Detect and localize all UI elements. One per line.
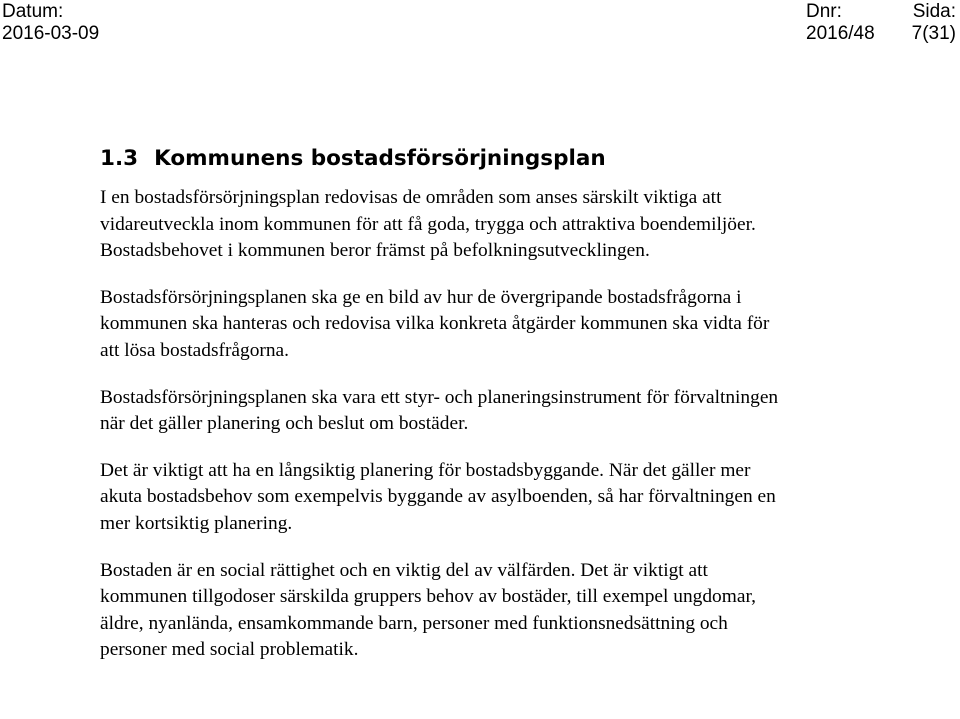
paragraph-line: Bostaden är en social rättighet och en viktig del av välfärden. Det är viktigt att [100, 559, 708, 581]
paragraph [100, 385, 955, 438]
section-title: Kommunens bostadsförsörjningsplan [154, 146, 606, 171]
paragraph-line: äldre, nyanlända, ensamkommande barn, personer med funktionsnedsättning och [100, 612, 728, 634]
paragraph-line: Bostadsbehovet i kommunen beror främst på befolkningsutvecklingen. [100, 240, 650, 262]
page-value: 7(31) [911, 23, 956, 44]
paragraph-line: personer med social problematik. [100, 639, 359, 661]
paragraph-line: akuta bostadsbehov som exempelvis byggande av asylboenden, så har förvaltningen en [100, 486, 776, 508]
header-dnr [806, 1, 875, 45]
paragraph-line: Bostadsförsörjningsplanen ska ge en bild av hur de övergripande bostadsfrågorna i [100, 286, 742, 308]
paragraph-line: vidareutveckla inom kommunen för att få goda, trygga och attraktiva boendemiljöer. [100, 213, 756, 235]
date-label: Datum: [2, 1, 64, 22]
paragraph-line: mer kortsiktig planering. [100, 512, 293, 534]
paragraph [100, 285, 955, 365]
paragraph-line: att lösa bostadsfrågorna. [100, 339, 290, 361]
paragraph-line: kommunen ska hanteras och redovisa vilka konkreta åtgärder kommunen ska vidta för [100, 313, 770, 335]
section-number: 1.3 [100, 146, 139, 171]
paragraph [100, 185, 955, 265]
paragraph-line: Det är viktigt att ha en långsiktig planering för bostadsbyggande. När det gäller mer [100, 459, 751, 481]
header-page [912, 1, 956, 45]
header-date [2, 1, 99, 45]
section-heading [100, 142, 955, 176]
paragraph-line: kommunen tillgodoser särskilda gruppers behov av bostäder, till exempel ungdomar, [100, 586, 756, 608]
paragraph-line: när det gäller planering och beslut om bostäder. [100, 413, 469, 435]
paragraph [100, 558, 955, 664]
page-label: Sida: [912, 1, 956, 22]
date-value: 2016-03-09 [2, 23, 100, 44]
paragraph-line: I en bostadsförsörjningsplan redovisas de områden som anses särskilt viktiga att [100, 187, 722, 208]
dnr-value: 2016/48 [806, 23, 875, 44]
dnr-label: Dnr: [806, 1, 842, 22]
paragraph-line: Bostadsförsörjningsplanen ska vara ett styr- och planeringsinstrument för förvaltningen [100, 386, 779, 408]
document-body [100, 142, 955, 684]
paragraph [100, 458, 955, 538]
